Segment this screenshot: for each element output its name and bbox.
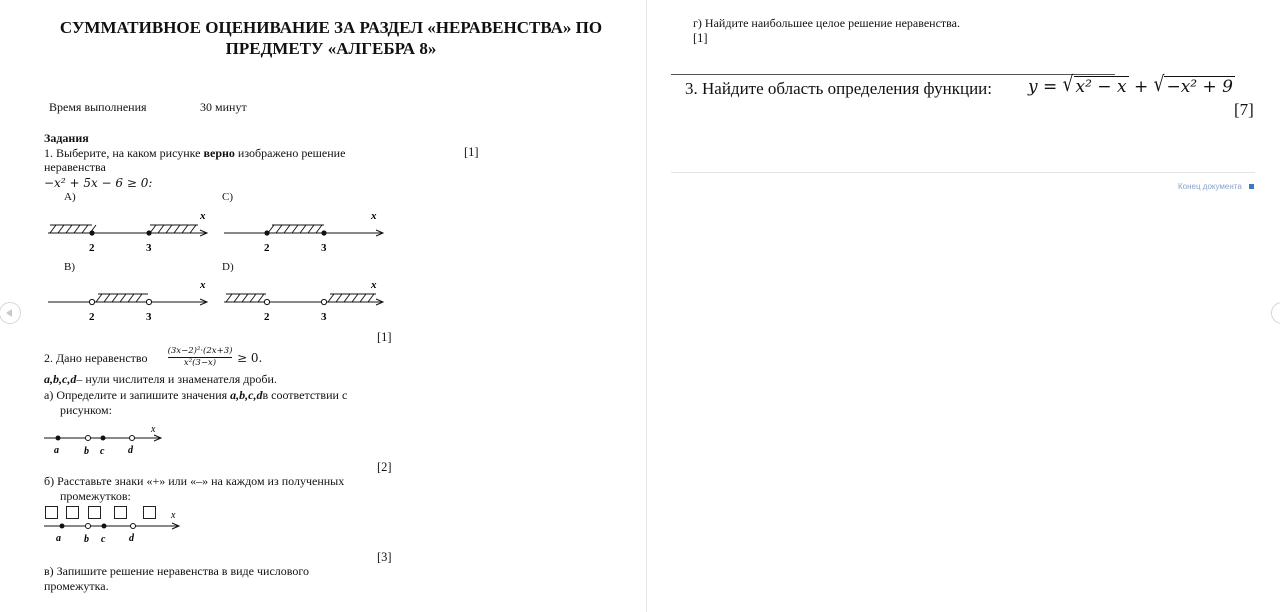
point-2-open (264, 299, 269, 304)
title-line-1: СУММАТИВНОЕ ОЦЕНИВАНИЕ ЗА РАЗДЕЛ «НЕРАВЕНСТВА» ПО (59, 18, 603, 37)
label-b: b (84, 446, 89, 457)
axis-var: x (151, 424, 156, 435)
point-3-closed (146, 230, 151, 235)
q3-radicand-2: −x² + 9 (1166, 77, 1233, 97)
q1-option-a-numberline (40, 205, 215, 255)
section-rule (671, 74, 1115, 75)
point-2-closed (89, 230, 94, 235)
previous-page-arrow-icon[interactable] (0, 302, 21, 324)
hatch-right (328, 294, 376, 302)
q3-sqrt-1 (1062, 72, 1129, 97)
point-a (60, 524, 65, 529)
q2a-numberline (40, 420, 170, 460)
q1-text-bold: верно (203, 146, 235, 160)
label-d: d (129, 533, 134, 544)
sqrt-symbol: √ (1153, 72, 1165, 97)
q1-option-a-label: A) (64, 191, 76, 203)
q2d-mark: [1] (693, 31, 708, 45)
q1-inequality: −x² + 5x − 6 ≥ 0: (44, 176, 153, 190)
point-d (130, 436, 135, 441)
q2-text-post: ≥ 0. (237, 351, 263, 365)
hatch-left (226, 294, 266, 302)
label-a: a (56, 533, 61, 544)
q2-zeros-vars: a,b,c,d (44, 372, 77, 386)
q2-numerator: (3x−2)²·(2x+3) (167, 346, 233, 356)
axis-var: x (371, 210, 377, 222)
q2-text-pre: 2. Дано неравенство (44, 351, 148, 365)
q2a-text-line2: рисунком: (60, 403, 112, 417)
q3-formula (1028, 72, 1235, 97)
page-divider (646, 0, 647, 612)
q2b-text: б) Расставьте знаки «+» или «–» на каждом из полученных (44, 474, 345, 488)
mark-before-q2: [1] (377, 330, 392, 344)
hatch-right (150, 225, 198, 233)
point-b (86, 436, 91, 441)
q2b-mark: [3] (377, 550, 392, 564)
end-marker-icon (1249, 184, 1254, 189)
q1-option-c-numberline (216, 205, 391, 255)
point-3-open (321, 299, 326, 304)
label-b: b (84, 534, 89, 545)
tick-3: 3 (146, 311, 152, 323)
tick-2: 2 (89, 242, 95, 254)
q2c-text: в) Запишите решение неравенства в виде числового (44, 564, 309, 578)
axis-var: x (200, 210, 206, 222)
q2a-mark: [2] (377, 460, 392, 474)
point-3-closed (321, 230, 326, 235)
q3-text: 3. Найдите область определения функции: (685, 79, 992, 98)
q2b-numberline (40, 504, 185, 546)
q2-fraction (164, 346, 236, 368)
q1-option-b-label: B) (64, 261, 75, 273)
q2-denominator: x²(3−x) (183, 358, 217, 368)
tick-3: 3 (146, 242, 152, 254)
q2a-text-post: в соответствии с (262, 388, 348, 402)
document-title (0, 17, 662, 59)
point-b (86, 524, 91, 529)
q1-option-d-label: D) (222, 261, 234, 273)
tick-2: 2 (89, 311, 95, 323)
q1-text-line2: неравенства (44, 160, 106, 174)
tick-3: 3 (321, 242, 327, 254)
point-c (102, 524, 107, 529)
q2b-text-line2: промежутков: (60, 489, 131, 503)
q1-option-b-numberline (40, 274, 215, 324)
title-line-2: ПРЕДМЕТУ «АЛГЕБРА 8» (225, 39, 437, 58)
point-c (101, 436, 106, 441)
label-c: c (101, 534, 106, 545)
tick-3: 3 (321, 311, 327, 323)
point-a (56, 436, 61, 441)
time-label: Время выполнения (49, 100, 147, 114)
q2-zeros-text: – нули числителя и знаменателя дроби. (76, 372, 277, 386)
point-d (131, 524, 136, 529)
point-2-closed (264, 230, 269, 235)
label-d: d (128, 445, 133, 456)
hatch-middle (96, 294, 148, 302)
tick-2: 2 (264, 242, 270, 254)
q3-sqrt-2 (1153, 72, 1235, 97)
q2a-vars: a,b,c,d (230, 388, 263, 402)
q2-zeros-line (44, 372, 277, 387)
q3-formula-lhs: y = (1028, 77, 1063, 97)
q1-option-c-label: C) (222, 191, 233, 203)
sqrt-symbol: √ (1062, 72, 1074, 97)
q2a-text (44, 388, 347, 403)
tasks-heading: Задания (44, 131, 89, 145)
q3-radicand-1: x² − x (1075, 77, 1127, 97)
q3-mark: [7] (1234, 100, 1254, 119)
hatch-left (50, 225, 96, 233)
q2a-text-pre: а) Определите и запишите значения (44, 388, 231, 402)
label-c: c (100, 446, 105, 457)
label-a: a (54, 445, 59, 456)
q3-plus: + (1128, 77, 1154, 97)
q1-option-d-numberline (216, 274, 391, 324)
point-2-open (89, 299, 94, 304)
point-3-open (146, 299, 151, 304)
axis-var: x (171, 510, 176, 521)
q1-mark: [1] (464, 145, 479, 159)
q2d-text: г) Найдите наибольшее целое решение неравенства. (693, 16, 960, 30)
tick-2: 2 (264, 311, 270, 323)
axis-var: x (200, 279, 206, 291)
end-rule (671, 172, 1255, 173)
q2c-text-line2: промежутка. (44, 579, 109, 593)
hatch-middle (268, 225, 324, 233)
axis-var: x (371, 279, 377, 291)
document-page-right (648, 0, 1280, 612)
end-of-document: Конец документа (1178, 182, 1242, 191)
q1-text-part: 1. Выберите, на каком рисунке (44, 146, 204, 160)
q1-text-part-2: изображено решение (234, 146, 346, 160)
q1-text (44, 146, 345, 161)
time-value: 30 минут (200, 100, 247, 114)
